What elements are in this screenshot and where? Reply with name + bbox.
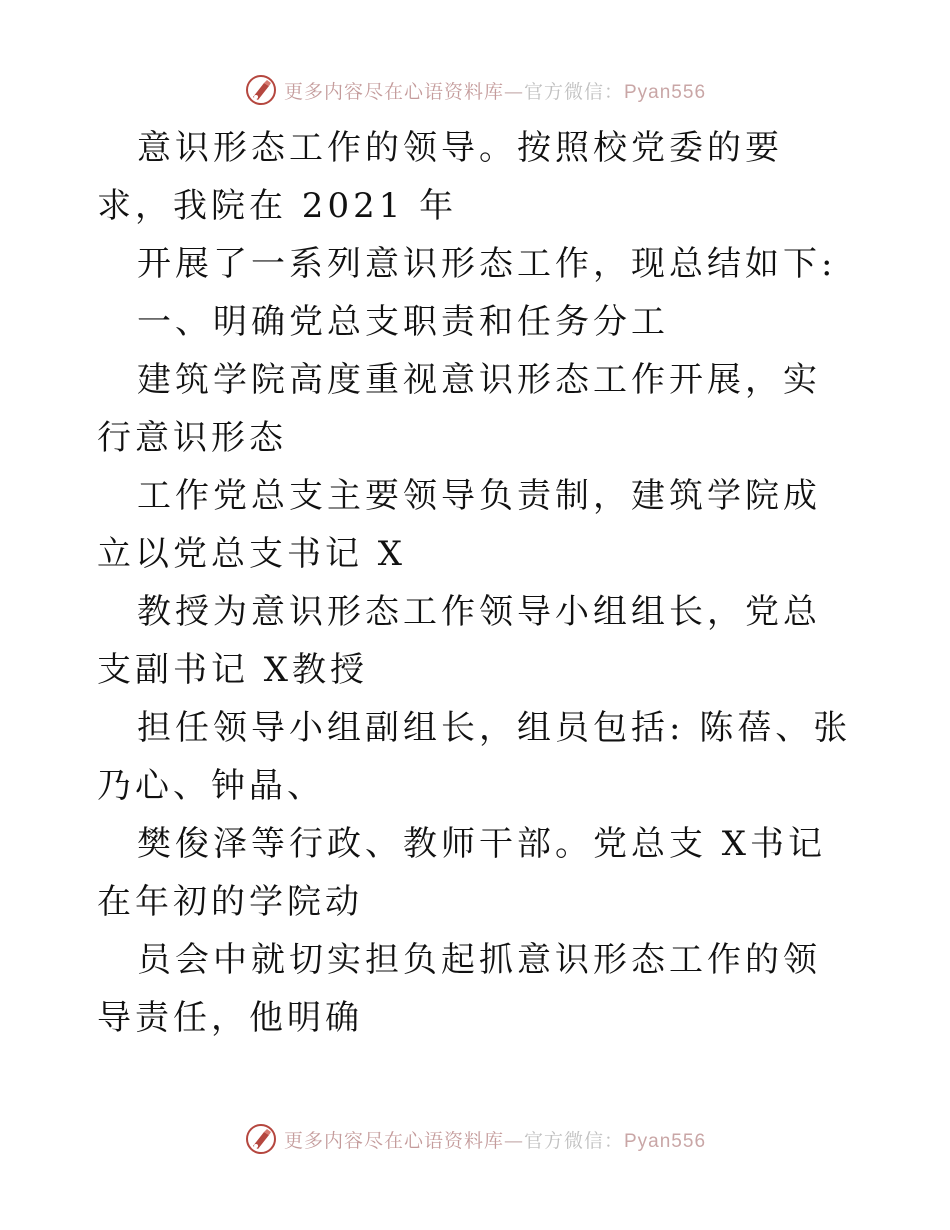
paragraph: 工作党总支主要领导负责制，建筑学院成立以党总支书记 X bbox=[97, 476, 821, 574]
watermark-brand: 更多内容尽在心语资料库 bbox=[283, 1129, 504, 1152]
watermark-footer bbox=[0, 1119, 950, 1159]
document-body bbox=[97, 119, 857, 1047]
paragraph: 樊俊泽等行政、教师干部。党总支 X书记在年初的学院动 bbox=[97, 824, 827, 922]
paragraph: 教授为意识形态工作领导小组组长，党总支副书记 X教授 bbox=[97, 592, 821, 690]
watermark-brand: 更多内容尽在心语资料库 bbox=[283, 80, 504, 103]
paragraph: 建筑学院高度重视意识形态工作开展，实行意识形态 bbox=[97, 360, 821, 458]
watermark-header bbox=[0, 70, 950, 110]
watermark-text bbox=[284, 1126, 706, 1153]
paragraph: 担任领导小组副组长，组员包括: 陈蓓、张乃心、钟晶、 bbox=[97, 708, 852, 806]
watermark-account: Pyan556 bbox=[624, 1130, 707, 1152]
paragraph: 意识形态工作的领导。按照校党委的要求，我院在 2021 年 bbox=[97, 128, 783, 226]
watermark-official: 官方微信： bbox=[523, 80, 624, 103]
watermark-dash: — bbox=[503, 80, 524, 103]
pen-nib-icon bbox=[244, 73, 278, 107]
watermark-account: Pyan556 bbox=[624, 81, 707, 103]
section-heading: 一、明确党总支职责和任务分工 bbox=[137, 302, 669, 342]
watermark-text bbox=[284, 77, 706, 104]
paragraph: 员会中就切实担负起抓意识形态工作的领导责任，他明确 bbox=[97, 940, 821, 1038]
watermark-official: 官方微信： bbox=[523, 1129, 624, 1152]
paragraph: 开展了一系列意识形态工作，现总结如下: bbox=[137, 244, 837, 284]
pen-nib-icon bbox=[244, 1122, 278, 1156]
watermark-dash: — bbox=[503, 1129, 524, 1152]
